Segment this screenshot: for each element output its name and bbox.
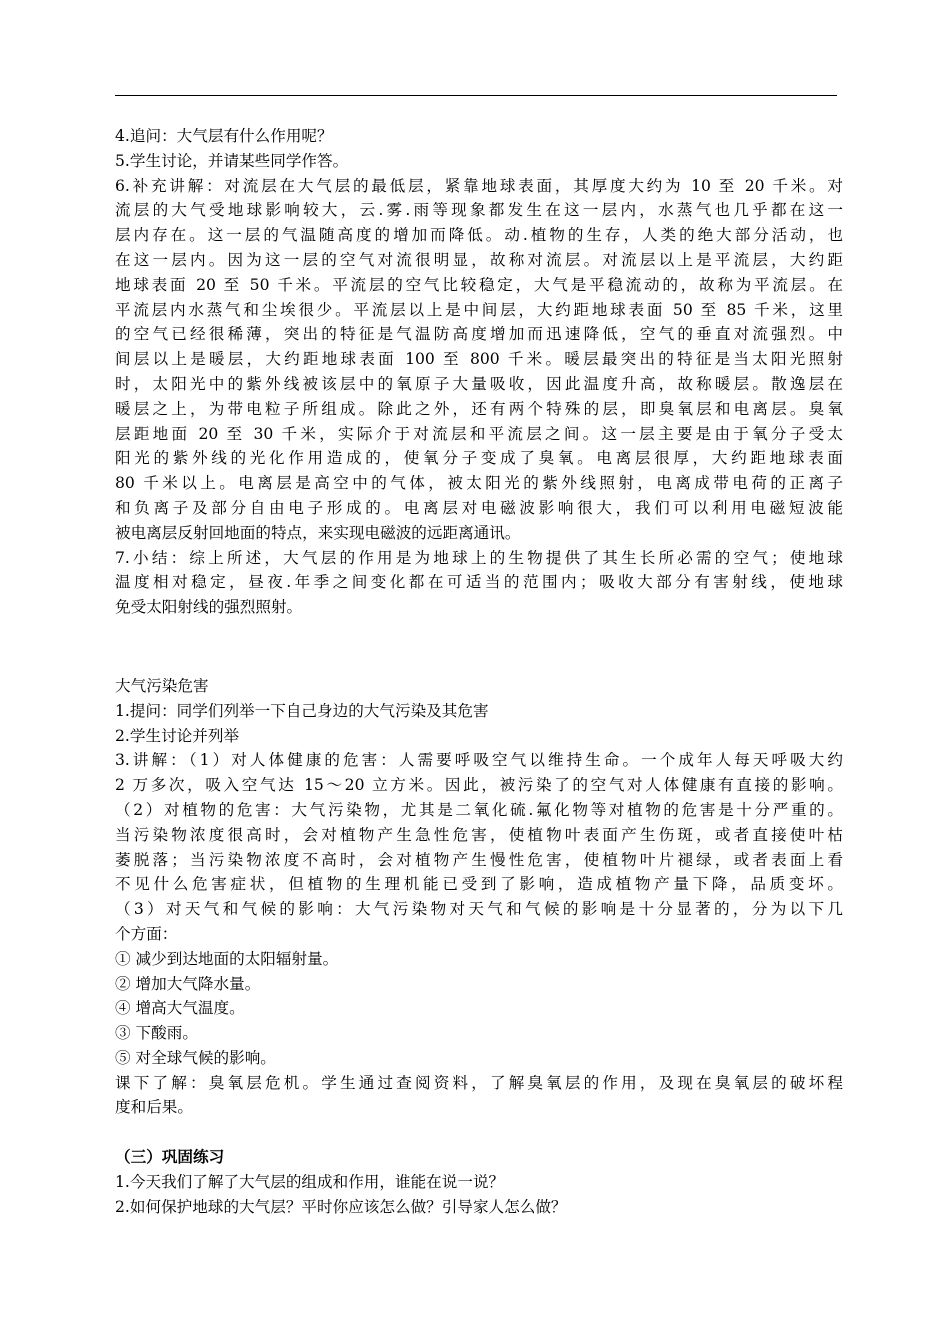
section-atmosphere-functions [115, 124, 843, 620]
section-consolidation-exercises [115, 1145, 843, 1219]
paragraph-line: 在这一层内。因为这一层的空气对流很明显，故称对流层。对流层以上是平流层，大约距 [115, 250, 843, 269]
paragraph-line: 层内存在。这一层的气温随高度的增加而降低。动.植物的生存，人类的绝大部分活动，也 [115, 226, 843, 245]
paragraph-line: 3.讲解：（1）对人体健康的危害：人需要呼吸空气以维持生命。一个成年人每天呼吸大约 [115, 751, 843, 770]
paragraph-line: 层距地面 20 至 30 千米，实际介于对流层和平流层之间。这一层主要是由于氧分子受太 [115, 424, 843, 443]
paragraph-line: 课下了解：臭氧层危机。学生通过查阅资料，了解臭氧层的作用，及现在臭氧层的破坏程 [115, 1073, 843, 1092]
list-item: ④ 增高大气温度。 [115, 999, 245, 1018]
paragraph-line: 暖层之上，为带电粒子所组成。除此之外，还有两个特殊的层，即臭氧层和电离层。臭氧 [115, 399, 843, 418]
exercise-item: 2.如何保护地球的大气层？平时你应该怎么做？引导家人怎么做？ [115, 1197, 567, 1216]
paragraph-line: 时，太阳光中的紫外线被该层中的氧原子大量吸收，因此温度升高，故称暖层。散逸层在 [115, 374, 843, 393]
paragraph-line: 不见什么危害症状，但植物的生理机能已受到了影响，造成植物产量下降，品质变坏。 [115, 875, 843, 894]
paragraph-line: 被电离层反射回地面的特点，来实现电磁波的远距离通讯。 [115, 523, 521, 542]
paragraph-line: 1.提问：同学们列举一下自己身边的大气污染及其危害 [115, 701, 489, 720]
paragraph-line: 地球表面 20 至 50 千米。平流层的空气比较稳定，大气是平稳流动的，故称为平流层。在 [115, 275, 843, 294]
list-item: ① 减少到达地面的太阳辐射量。 [115, 949, 339, 968]
paragraph-line: 当污染物浓度很高时，会对植物产生急性危害，使植物叶表面产生伤斑，或者直接使叶枯 [115, 825, 843, 844]
list-item: ② 增加大气降水量。 [115, 974, 261, 993]
paragraph-line: 7.小结：综上所述，大气层的作用是为地球上的生物提供了其生长所必需的空气；使地球 [115, 548, 843, 567]
exercise-item: 1.今天我们了解了大气层的组成和作用，谁能在说一说？ [115, 1172, 505, 1191]
section-title: 大气污染危害 [115, 676, 209, 695]
paragraph-line: 平流层内水蒸气和尘埃很少。平流层以上是中间层，大约距地球表面 50 至 85 千米，这里 [115, 300, 843, 319]
paragraph-line: 6.补充讲解：对流层在大气层的最低层，紧靠地球表面，其厚度大约为 10 至 20 千米。对 [115, 176, 843, 195]
list-item: ⑤ 对全球气候的影响。 [115, 1048, 276, 1067]
paragraph-line: （2）对植物的危害：大气污染物，尤其是二氧化硫.氟化物等对植物的危害是十分严重的。 [115, 800, 843, 819]
paragraph-line: 阳光的紫外线的光化作用造成的，使氧分子变成了臭氧。电离层很厚，大约距地球表面 [115, 449, 843, 468]
paragraph-line: 和负离子及部分自由电子形成的。电离层对电磁波影响很大，我们可以利用电磁短波能 [115, 498, 843, 517]
section-air-pollution [115, 674, 843, 1120]
paragraph-line: 的空气已经很稀薄，突出的特征是气温防高度增加而迅速降低，空气的垂直对流强烈。中 [115, 325, 843, 344]
paragraph-line: 2 万多次，吸入空气达 15～20 立方米。因此，被污染了的空气对人体健康有直接的影响。 [115, 776, 843, 795]
spacer [115, 620, 843, 674]
paragraph-line: 间层以上是暖层，大约距地球表面 100 至 800 千米。暖层最突出的特征是当太阳光照射 [115, 350, 843, 369]
paragraph-line: 免受太阳射线的强烈照射。 [115, 598, 303, 617]
paragraph-line: （3）对天气和气候的影响：大气污染物对天气和气候的影响是十分显著的，分为以下几 [115, 900, 843, 919]
paragraph-line: 2.学生讨论并列举 [115, 726, 240, 745]
header-rule [115, 95, 837, 96]
spacer [115, 1120, 843, 1145]
paragraph-line: 5.学生讨论，并请某些同学作答。 [115, 151, 349, 170]
paragraph-line: 度和后果。 [115, 1098, 193, 1117]
paragraph-line: 温度相对稳定，昼夜.年季之间变化都在可适当的范围内；吸收大部分有害射线，使地球 [115, 573, 843, 592]
section-heading: （三）巩固练习 [115, 1147, 225, 1167]
paragraph-line: 个方面： [115, 924, 178, 943]
paragraph-line: 流层的大气受地球影响较大，云.雾.雨等现象都发生在这一层内，水蒸气也几乎都在这一 [115, 201, 843, 220]
document-body [115, 124, 843, 1219]
list-item: ③ 下酸雨。 [115, 1024, 198, 1043]
paragraph-line: 4.追问：大气层有什么作用呢？ [115, 127, 333, 145]
paragraph-line: 萎脱落；当污染物浓度不高时，会对植物产生慢性危害，使植物叶片褪绿，或者表面上看 [115, 850, 843, 869]
paragraph-line: 80 千米以上。电离层是高空中的气体，被太阳光的紫外线照射，电离成带电荷的正离子 [115, 474, 843, 493]
